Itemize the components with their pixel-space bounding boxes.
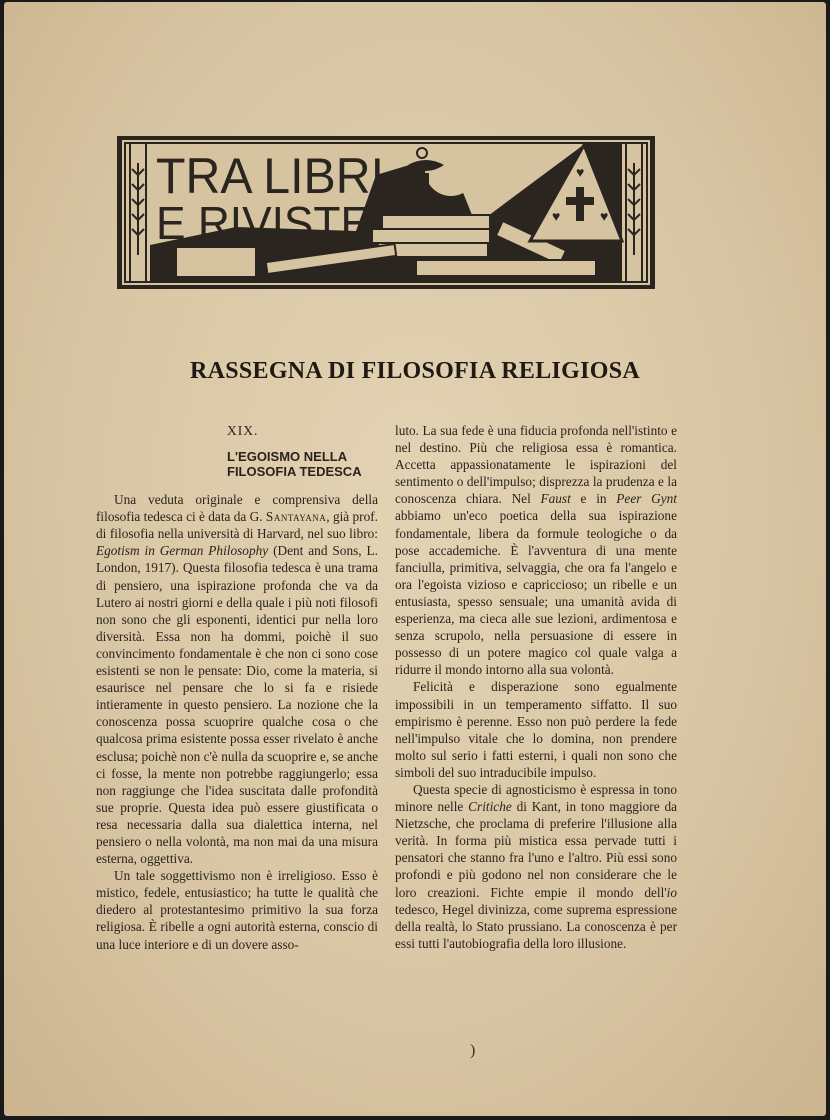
section-number: XIX. [227,423,259,438]
header-banner [116,135,656,290]
banner-title-line1: TRA LIBRI [156,148,384,204]
document-page [4,2,826,1116]
paragraph-3: luto. La sua fede è una fiducia profonda nell'istinto e nel destino. Più che religiosa essa è romantica. Accetta appassionatamente le ispirazioni del sentimento o dell'impulso; disprezza la prudenza e la conoscenza chiara. Nel Faust e in Peer Gynt abbiamo un'eco poetica della sua ispirazione fondamentale, libera da formule teologiche o da pose accademiche. È l'avventura di una mente fanciulla, primitiva, selvaggia, che ora fa l'angelo e ora l'egoista vizioso e capriccioso; un ribelle e un entusiasta, spesso sensuale; una umanità avida di esperienza, ma cieca alle sue lezioni, ardimentosa e senza scrupolo, nella persuasione di essere in possesso di un potere magico col quale valga a ridurre il mondo intorno alla sua volontà. [395,423,677,678]
banner-title-line2: E RIVISTE [156,197,370,249]
section-heading-line2: FILOSOFIA TEDESCA [227,464,362,480]
paragraph-2: Un tale soggettivismo non è irreligioso. Esso è mistico, fedele, entusiastico; ha tutte le qualità che diedero al protestantesimo primitivo la sua forza religiosa. È ribelle a ogni autorità esterna, conscio di una luce interiore e di un dovere asso- [96,868,378,952]
section-heading-line1: L'EGOISMO NELLA [227,449,348,465]
svg-text:♥: ♥ [600,210,609,225]
page-mark: ) [470,1042,476,1059]
book-title: Egotism in German Philosophy [96,543,269,559]
paragraph-1: Una veduta originale e comprensiva della filosofia tedesca ci è data da G. Santayana, già prof. di filosofia nella università di Harvard, nel suo libro: Egotism in German Philosophy (Dent and Sons, L. London, 1917). Questa filosofia tedesca è una trama di pensiero, una ispirazione profonda che va da Lutero ai nostri giorni e della quale i più noti filosofi non sono che gli esponenti, identici pur nella loro diversità. Essa non ha dommi, poichè il suo convincimento fondamentale è che non ci sono cose esistenti se non le pensate: Dio, come la materia, si esaurisce nel pensare che lo si fa e risiede intieramente in questo pensiero. La nozione che la conoscenza possa scuoprire qualche cosa o che qualcosa prima esistente possa esser rivelato è anche esclusa; poichè non c'è nulla da scuoprire e, se anche ci fosse, la mente non potrebbe raggiungerlo; essa non raggiunge che l'idea suscitata dalle profondità sue proprie. Questa idea può essere giustificata o resa necessaria dalla sua dialettica interna, nel pensiero o nella volontà, ma non mai da una misura esterna, oggettiva. [96,492,378,867]
left-column [96,422,378,953]
svg-text:♥: ♥ [552,210,561,225]
section-heading [227,449,378,479]
paragraph-4: Felicità e disperazione sono egualmente impossibili in un temperamento siffatto. Il suo empirismo è perenne. Esso non può perdere la fede nell'impulso vitale che lo domina, non prendere molto sul serio i fatti esterni, i quali non sono che simboli del suo intraducibile impulso. [395,679,677,780]
page-title: RASSEGNA DI FILOSOFIA RELIGIOSA [189,358,641,384]
paragraph-5: Questa specie di agnosticismo è espressa in tono minore nelle Critiche di Kant, in tono maggiore da Nietzsche, che proclama di preferire l'illusione alla verità. In forma più mistica essa pervade tutti i pensatori che stanno fra l'uno e l'altro. Più essi sono profondi e più godono nel non considerare che le loro creazioni. Fichte empie il mondo dell'io tedesco, Hegel divinizza, come suprema espressione della realtà, lo Stato prussiano. La conoscenza è per essi tutti l'autobiografia della loro illusione. [395,781,677,951]
author-name: Santayana [265,509,327,525]
svg-text:♥: ♥ [576,166,585,181]
right-column [395,422,677,952]
banner-woodcut [116,135,656,290]
